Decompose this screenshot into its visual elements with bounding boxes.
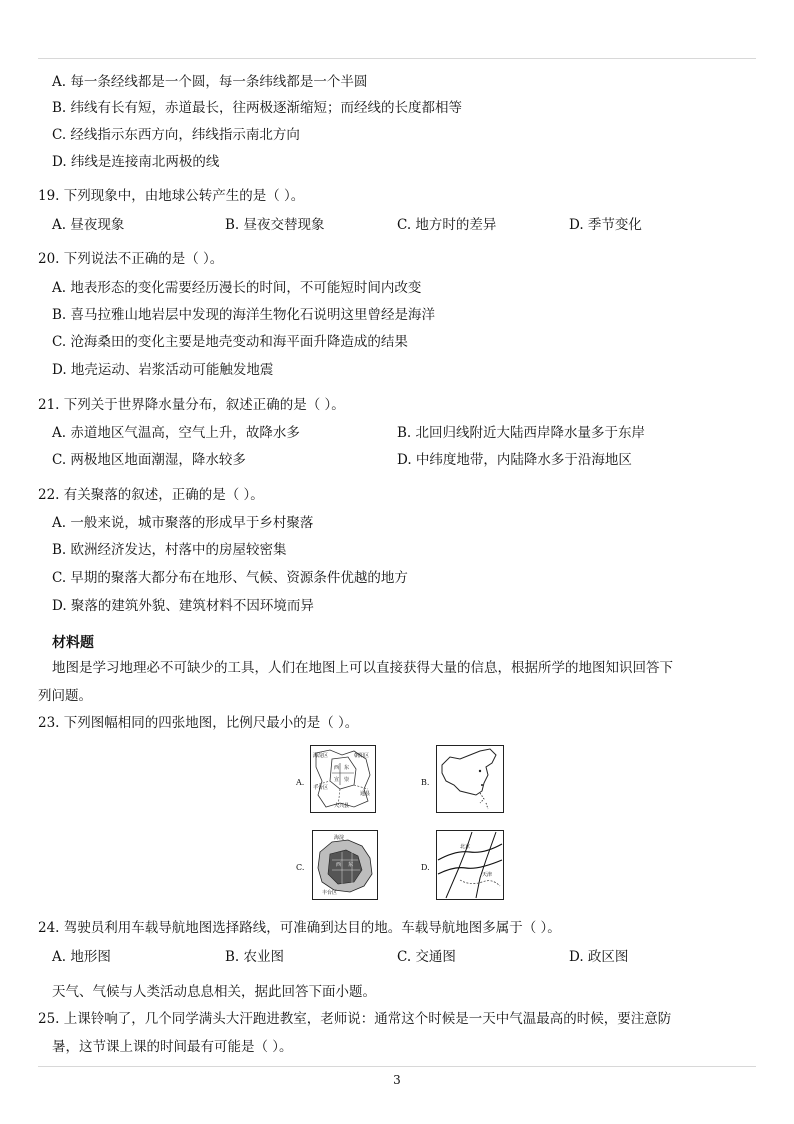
q22-option-c: C. 早期的聚落大都分布在地形、气候、资源条件优越的地方 [52, 570, 408, 586]
map-b-label: B. [421, 778, 430, 787]
q18-option-d: D. 纬线是连接南北两极的线 [52, 154, 220, 170]
q23-stem: 23. 下列图幅相同的四张地图，比例尺最小的是（ ）。 [38, 715, 359, 731]
material-intro-line1: 地图是学习地理必不可缺少的工具，人们在地图上可以直接获得大量的信息，根据所学的地图知识回答下 [52, 660, 673, 676]
map-a-text-5: 宣 [334, 777, 340, 783]
map-a-text-2: 东 [344, 765, 350, 771]
map-a-text-8: 大兴县 [334, 803, 350, 809]
q25-stem-line2: 暑，这节课上课的时间最有可能是（ ）。 [52, 1039, 293, 1055]
map-a-text-0: 海淀区 [313, 753, 329, 759]
q19-stem: 19. 下列现象中，由地球公转产生的是（ ）。 [38, 188, 305, 204]
map-a-text-4: 崇 [344, 777, 350, 783]
q18-option-a: A. 每一条经线都是一个圆，每一条纬线都是一个半圆 [52, 74, 368, 90]
page-number: 3 [393, 1073, 401, 1087]
material-intro-line2: 列问题。 [38, 688, 92, 704]
header-rule [38, 58, 756, 59]
map-d-label: D. [421, 863, 430, 872]
q22-stem: 22. 有关聚落的叙述，正确的是（ ）。 [38, 487, 264, 503]
q19-option-d: D. 季节变化 [569, 217, 642, 233]
footer-rule [38, 1066, 756, 1067]
map-a-label: A. [296, 778, 305, 787]
q19-option-c: C. 地方时的差异 [397, 217, 497, 233]
q20-option-c: C. 沧海桑田的变化主要是地壳变动和海平面升降造成的结果 [52, 334, 408, 350]
q21-option-c: C. 两极地区地面潮湿，降水较多 [52, 452, 246, 468]
q19-option-b: B. 昼夜交替现象 [225, 217, 325, 233]
map-c-text-2: 西 [336, 862, 342, 868]
q21-option-b: B. 北回归线附近大陆西岸降水量多于东岸 [397, 425, 646, 441]
q24-option-b: B. 农业图 [225, 949, 285, 965]
map-a-figure [310, 745, 376, 813]
section-heading: 材料题 [52, 635, 94, 651]
map-d-text-1: 天津 [482, 872, 493, 878]
q22-option-b: B. 欧洲经济发达，村落中的房屋较密集 [52, 542, 287, 558]
map-a-text-6: 丰台区 [313, 785, 329, 791]
q20-option-b: B. 喜马拉雅山地岩层中发现的海洋生物化石说明这里曾经是海洋 [52, 307, 436, 323]
q19-option-a: A. 昼夜现象 [52, 217, 125, 233]
map-c-text-3: 丰台区 [322, 890, 338, 896]
q24-option-a: A. 地形图 [52, 949, 111, 965]
q20-option-d: D. 地壳运动、岩浆活动可能触发地震 [52, 362, 274, 378]
q22-option-a: A. 一般来说，城市聚落的形成早于乡村聚落 [52, 515, 314, 531]
map-a-text-3: 西 [334, 765, 340, 771]
map-c-text-1: 东 [348, 862, 354, 868]
q18-option-b: B. 纬线有长有短，赤道最长，往两极逐渐缩短；而经线的长度都相等 [52, 100, 463, 116]
q20-stem: 20. 下列说法不正确的是（ ）。 [38, 251, 224, 267]
q21-option-a: A. 赤道地区气温高，空气上升，故降水多 [52, 425, 300, 441]
q18-option-c: C. 经线指示东西方向，纬线指示南北方向 [52, 127, 300, 143]
q20-option-a: A. 地表形态的变化需要经历漫长的时间，不可能短时间内改变 [52, 280, 422, 296]
q22-option-d: D. 聚落的建筑外貌、建筑材料不因环境而异 [52, 598, 314, 614]
map-c-figure [312, 830, 378, 900]
map-b-figure [436, 745, 504, 813]
map-c-label: C. [296, 863, 305, 872]
map-a-text-1: 朝阳区 [354, 753, 370, 759]
map-a-text-7: 通县 [360, 791, 371, 797]
map-c-text-0: 海淀 [334, 835, 345, 841]
q21-stem: 21. 下列关于世界降水量分布，叙述正确的是（ ）。 [38, 397, 345, 413]
q24-option-d: D. 政区图 [569, 949, 629, 965]
q25-context: 天气、气候与人类活动息息相关，据此回答下面小题。 [52, 984, 376, 1000]
q25-stem-line1: 25. 上课铃响了，几个同学满头大汗跑进教室，老师说：通常这个时候是一天中气温最高的时候，要注意防 [38, 1011, 672, 1027]
q24-stem: 24. 驾驶员利用车载导航地图选择路线，可准确到达目的地。车载导航地图多属于（ ）。 [38, 920, 561, 936]
q24-option-c: C. 交通图 [397, 949, 456, 965]
map-d-figure [436, 830, 504, 900]
q21-option-d: D. 中纬度地带，内陆降水多于沿海地区 [397, 452, 632, 468]
map-d-text-0: 北京 [460, 844, 471, 850]
